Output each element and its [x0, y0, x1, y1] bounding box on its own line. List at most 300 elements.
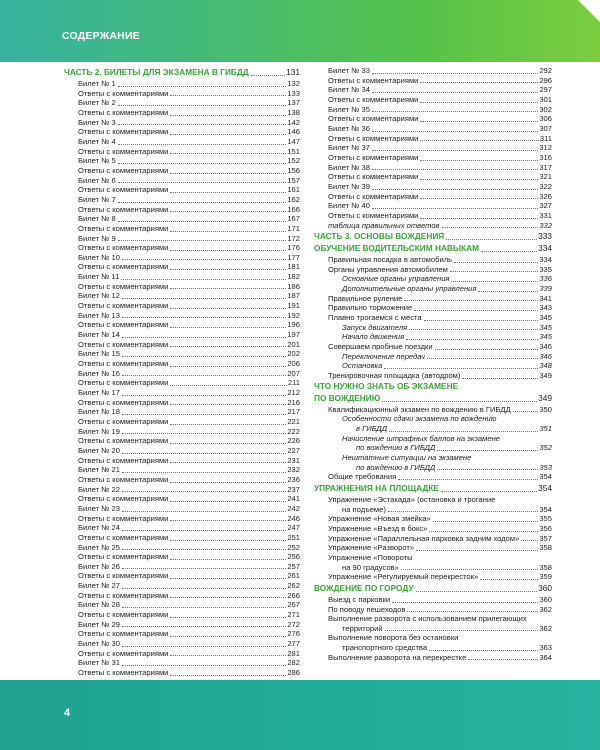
toc-entry-text: Билет № 22 [78, 484, 120, 494]
dot-leader [122, 646, 286, 647]
toc-entry[interactable] [314, 255, 552, 265]
toc-entry-text-continued: на 90 градусов» [342, 562, 399, 572]
dot-leader [170, 211, 286, 212]
toc-entry[interactable] [314, 505, 552, 515]
toc-page-number: 197 [287, 330, 300, 340]
toc-entry-text: Ответы с комментариями [78, 416, 169, 426]
dot-leader [406, 339, 538, 340]
toc-page-number: 292 [539, 66, 552, 75]
dot-leader [433, 521, 539, 522]
toc-page-number: 272 [287, 619, 300, 629]
toc-entry[interactable] [314, 265, 552, 275]
toc-page-number: 247 [287, 523, 300, 533]
toc-entry[interactable] [314, 294, 552, 304]
toc-entry[interactable] [314, 424, 552, 434]
dot-leader [170, 231, 286, 232]
toc-entry[interactable] [64, 543, 300, 553]
toc-page-number: 282 [287, 658, 300, 668]
toc-page-number: 261 [287, 571, 300, 581]
toc-entry-text: Ответы с комментариями [78, 107, 169, 117]
dot-leader [122, 317, 286, 318]
toc-entry-text: Ответы с комментариями [78, 455, 169, 465]
toc-entry[interactable] [64, 214, 300, 224]
toc-entry[interactable] [64, 436, 300, 446]
toc-entry[interactable] [314, 163, 552, 173]
dot-leader [170, 443, 286, 444]
toc-entry-text: Выезд с парковки [328, 594, 391, 604]
toc-entry[interactable] [64, 272, 300, 282]
toc-page-number: 162 [287, 194, 300, 204]
dot-leader [420, 121, 538, 122]
toc-entry-text: Упражнение «Эстакада» (остановка и трогание [328, 494, 496, 504]
toc-entry[interactable] [314, 472, 552, 482]
toc-entry[interactable] [314, 221, 552, 231]
toc-entry[interactable] [64, 127, 300, 137]
toc-entry-text: Ответы с комментариями [78, 668, 169, 678]
toc-entry[interactable] [314, 443, 552, 453]
toc-entry-text: Билет № 35 [328, 104, 370, 114]
toc-page-number: 360 [539, 594, 552, 604]
toc-entry[interactable] [64, 291, 300, 301]
toc-entry-text: Билет № 28 [78, 600, 120, 610]
toc-entry[interactable] [64, 610, 300, 620]
toc-entry[interactable] [314, 514, 552, 524]
toc-entry[interactable] [64, 185, 300, 195]
toc-entry[interactable] [314, 153, 552, 163]
toc-entry[interactable] [64, 282, 300, 292]
toc-entry[interactable] [64, 485, 300, 495]
toc-entry[interactable] [64, 108, 300, 118]
toc-page-number: 354 [539, 504, 552, 514]
dot-leader [170, 655, 286, 656]
dot-leader [118, 221, 287, 222]
dot-leader [170, 192, 286, 193]
toc-entry[interactable] [64, 243, 300, 253]
toc-entry[interactable] [314, 643, 552, 653]
toc-entry[interactable] [64, 147, 300, 157]
toc-page-number: 334 [539, 255, 552, 265]
dot-leader [420, 198, 538, 199]
dot-leader [372, 111, 538, 112]
dot-leader [170, 675, 286, 676]
toc-entry[interactable] [314, 76, 552, 86]
toc-entry-text: таблица правильных ответов [328, 220, 440, 230]
toc-entry-text: Упражнение «Регулируемый перекресток» [328, 572, 479, 582]
toc-entry-text: Ответы с комментариями [78, 243, 169, 253]
toc-entry[interactable] [64, 571, 300, 581]
toc-entry-text: Билет № 39 [328, 181, 370, 191]
toc-entry[interactable] [314, 114, 552, 124]
toc-entry[interactable] [64, 137, 300, 147]
toc-entry[interactable] [64, 98, 300, 108]
toc-page-number: 147 [287, 136, 300, 146]
toc-entry[interactable] [314, 653, 552, 663]
toc-entry-text: Ответы с комментариями [328, 75, 419, 85]
dot-leader [122, 337, 286, 338]
toc-page-number: 166 [287, 204, 300, 214]
toc-entry[interactable] [64, 600, 300, 610]
dot-leader [122, 375, 286, 376]
toc-entry[interactable] [64, 668, 300, 678]
dot-leader [429, 650, 538, 651]
dot-leader [170, 501, 286, 502]
dot-leader [398, 479, 538, 480]
toc-page-number: 358 [539, 543, 552, 553]
toc-page-number: 322 [539, 181, 552, 191]
toc-entry[interactable] [314, 543, 552, 553]
toc-entry[interactable] [64, 340, 300, 350]
toc-entry-text: Переключение передач [342, 351, 425, 361]
toc-page-number: 353 [539, 462, 552, 472]
toc-entry[interactable] [64, 639, 300, 649]
toc-entry[interactable] [314, 274, 552, 284]
toc-entry[interactable] [314, 572, 552, 582]
dot-leader [462, 378, 538, 379]
dot-leader [420, 179, 538, 180]
dot-leader [122, 298, 286, 299]
page-number: 4 [64, 707, 71, 719]
dot-leader [170, 288, 286, 289]
toc-entry-text-continued: транспортного средства [342, 643, 428, 653]
toc-entry[interactable] [64, 378, 300, 388]
toc-entry[interactable] [314, 361, 552, 371]
toc-entry[interactable] [314, 211, 552, 221]
dot-leader [427, 358, 538, 359]
toc-entry-text: Билет № 17 [78, 388, 120, 397]
dot-leader [122, 607, 286, 608]
dot-leader [407, 611, 538, 612]
toc-page-number: 191 [287, 301, 300, 311]
toc-entry-text: Билет № 25 [78, 542, 120, 552]
dot-leader [429, 531, 538, 532]
toc-entry-text: Ответы с комментариями [78, 513, 169, 523]
toc-entry-text: Билет № 10 [78, 252, 120, 262]
toc-entry-text: Билет № 24 [78, 523, 120, 533]
toc-page-number: 316 [539, 152, 552, 162]
toc-entry-text: Ответы с комментариями [78, 127, 169, 137]
toc-entry[interactable] [64, 234, 300, 244]
toc-entry-text: Билет № 15 [78, 349, 120, 359]
toc-entry-text: Ответы с комментариями [78, 223, 169, 233]
toc-entry[interactable] [314, 95, 552, 105]
dot-leader [170, 95, 286, 96]
toc-entry[interactable] [314, 563, 552, 573]
toc-page-number: 192 [287, 310, 300, 320]
toc-entry-text: Запуск двигателя [342, 322, 408, 332]
toc-page-number: 341 [539, 293, 552, 303]
dot-leader [424, 320, 539, 321]
dot-leader [420, 140, 538, 141]
toc-entry[interactable] [64, 417, 300, 427]
dot-leader [372, 150, 538, 151]
dot-leader [372, 92, 538, 93]
toc-entry-text: Тренировочная площадка (автодром) [328, 371, 461, 381]
dot-leader [170, 153, 286, 154]
toc-page-number: 206 [287, 359, 300, 369]
dot-leader [118, 163, 287, 164]
toc-page-number: 331 [539, 210, 552, 220]
toc-entry-text-continued: в ГИБДД [356, 424, 388, 433]
toc-section-entry[interactable] [64, 67, 300, 78]
toc-entry[interactable] [64, 205, 300, 215]
dot-leader [122, 395, 286, 396]
toc-entry[interactable] [64, 581, 300, 591]
dot-leader [251, 75, 285, 76]
toc-entry[interactable] [314, 605, 552, 615]
toc-section-entry[interactable] [314, 243, 552, 254]
toc-entry[interactable] [314, 192, 552, 202]
dot-leader [170, 636, 286, 637]
dot-leader [122, 530, 286, 531]
toc-entry[interactable] [64, 620, 300, 630]
toc-page-number: 231 [287, 455, 300, 465]
toc-section-entry[interactable] [314, 231, 552, 242]
dot-leader [170, 134, 286, 135]
toc-entry[interactable] [64, 658, 300, 668]
dot-leader [513, 411, 539, 412]
dot-leader [435, 349, 539, 350]
dot-leader [416, 550, 538, 551]
toc-page-number: 297 [539, 85, 552, 95]
toc-section-entry[interactable] [314, 583, 552, 594]
toc-entry-text: Совершаем пробные поездки [328, 342, 433, 352]
dot-leader [384, 368, 538, 369]
toc-entry[interactable] [64, 349, 300, 359]
toc-entry-text: Билет № 7 [78, 194, 116, 204]
dot-leader [118, 86, 287, 87]
toc-entry[interactable] [64, 523, 300, 533]
toc-entry[interactable] [314, 284, 552, 294]
dot-leader [170, 308, 286, 309]
toc-entry-text: Ответы с комментариями [78, 532, 169, 542]
toc-entry[interactable] [64, 427, 300, 437]
toc-entry-text: Упражнение «Въезд в бокс» [328, 523, 428, 533]
toc-entry[interactable] [64, 591, 300, 601]
toc-entry-text: Билет № 21 [78, 465, 120, 475]
toc-page-number: 312 [539, 143, 552, 153]
dot-leader [122, 626, 286, 627]
toc-entry[interactable] [64, 359, 300, 369]
dot-leader [118, 182, 287, 183]
toc-entry[interactable] [314, 172, 552, 182]
toc-page-number: 232 [287, 465, 300, 475]
toc-page-number: 182 [287, 272, 300, 282]
dot-leader [372, 169, 538, 170]
toc-entry[interactable] [64, 156, 300, 166]
toc-entry-text-continued: ПО ВОЖДЕНИЮ [314, 392, 381, 403]
toc-page-number: 267 [287, 600, 300, 610]
toc-page-number: 216 [287, 397, 300, 407]
dot-leader [441, 491, 537, 492]
toc-entry[interactable] [314, 342, 552, 352]
toc-entry-text: Билет № 3 [78, 117, 116, 127]
toc-entry-text: Правильная посадка в автомобиль [328, 255, 453, 265]
toc-entry[interactable] [64, 649, 300, 659]
toc-entry[interactable] [64, 118, 300, 128]
toc-entry[interactable] [64, 494, 300, 504]
toc-entry-text: Общие требования [328, 472, 397, 482]
toc-entry[interactable] [314, 595, 552, 605]
toc-entry[interactable] [64, 552, 300, 562]
toc-entry-text: Ответы с комментариями [78, 474, 169, 484]
toc-entry-text: Ответы с комментариями [78, 378, 169, 388]
toc-entry[interactable] [314, 182, 552, 192]
dot-leader [170, 424, 286, 425]
toc-entry[interactable] [314, 303, 552, 313]
toc-page-number: 241 [287, 494, 300, 504]
toc-entry[interactable] [64, 562, 300, 572]
toc-page-number: 276 [287, 629, 300, 639]
dot-leader [401, 569, 539, 570]
toc-entry[interactable] [314, 463, 552, 473]
toc-entry[interactable] [64, 514, 300, 524]
toc-entry[interactable] [314, 66, 552, 76]
dot-leader [416, 591, 538, 592]
toc-page-number: 221 [287, 416, 300, 426]
toc-page-number: 301 [539, 94, 552, 104]
toc-entry-text: Ответы с комментариями [78, 262, 169, 272]
toc-entry[interactable] [314, 201, 552, 211]
toc-page-number: 252 [287, 542, 300, 552]
toc-entry[interactable] [64, 533, 300, 543]
dot-leader [442, 227, 539, 228]
toc-entry[interactable] [64, 407, 300, 417]
toc-section-entry[interactable] [314, 483, 552, 494]
toc-entry[interactable] [64, 398, 300, 408]
toc-page-number: 187 [287, 291, 300, 301]
toc-entry[interactable] [314, 332, 552, 342]
toc-entry[interactable] [64, 301, 300, 311]
toc-page-number: 181 [287, 262, 300, 272]
toc-page-number: 339 [539, 284, 552, 294]
dot-leader [420, 82, 538, 83]
toc-entry[interactable] [314, 105, 552, 115]
toc-entry[interactable] [64, 166, 300, 176]
toc-page-number: 346 [539, 342, 552, 352]
toc-entry[interactable] [314, 524, 552, 534]
toc-entry-text: Упражнение «Повороты [328, 552, 413, 562]
toc-entry[interactable] [314, 534, 552, 544]
toc-entry-text: Билет № 13 [78, 310, 120, 320]
toc-entry-text-continued: по вождению в ГИБДД [356, 462, 436, 472]
toc-entry[interactable] [64, 629, 300, 639]
toc-entry-text: Нештатные ситуации на экзамене [342, 452, 472, 462]
dot-leader [420, 102, 538, 103]
toc-page-number: 132 [287, 79, 300, 88]
toc-entry[interactable] [64, 504, 300, 514]
toc-entry-text-continued: на подъеме) [342, 504, 386, 514]
toc-entry-text: Начало движения [342, 332, 405, 342]
toc-page-number: 363 [539, 643, 552, 653]
toc-entry[interactable] [64, 330, 300, 340]
toc-entry[interactable] [314, 624, 552, 634]
toc-entry[interactable] [64, 369, 300, 379]
toc-entry[interactable] [314, 352, 552, 362]
toc-page-number: 302 [539, 104, 552, 114]
dot-leader [170, 597, 286, 598]
dot-leader [392, 602, 538, 603]
toc-page-number: 358 [539, 562, 552, 572]
toc-entry[interactable] [314, 371, 552, 381]
toc-page-number: 201 [287, 339, 300, 349]
toc-entry[interactable] [64, 311, 300, 321]
toc-entry[interactable] [314, 134, 552, 144]
toc-entry-text: Особенности сдачи экзамена по вождению [342, 414, 497, 424]
toc-entry[interactable] [64, 89, 300, 99]
toc-entry[interactable] [64, 320, 300, 330]
toc-entry-text: Билет № 4 [78, 136, 116, 146]
toc-entry-text-continued: по вождению в ГИБДД [356, 443, 436, 453]
dot-leader [170, 366, 286, 367]
toc-page-number: 354 [538, 482, 552, 493]
dot-leader [409, 329, 538, 330]
toc-page-number: 359 [539, 572, 552, 582]
dot-leader [170, 385, 286, 386]
toc-entry[interactable] [64, 253, 300, 263]
toc-page-number: 176 [287, 243, 300, 253]
toc-page-number: 131 [286, 67, 300, 77]
toc-entry[interactable] [64, 465, 300, 475]
toc-entry-text: Билет № 5 [78, 156, 116, 166]
dot-leader [170, 269, 286, 270]
toc-page-number: 362 [539, 604, 552, 614]
dot-leader [478, 291, 538, 292]
toc-entry[interactable] [314, 143, 552, 153]
toc-entry[interactable] [64, 176, 300, 186]
toc-entry-text: Ответы с комментариями [328, 210, 419, 220]
toc-entry[interactable] [314, 323, 552, 333]
toc-page-number: 345 [539, 332, 552, 342]
toc-entry-text: Билет № 31 [78, 658, 120, 668]
toc-page-number: 211 [287, 378, 300, 388]
toc-entry-text: ОБУЧЕНИЕ ВОДИТЕЛЬСКИМ НАВЫКАМ [314, 243, 480, 254]
toc-entry[interactable] [64, 195, 300, 205]
toc-entry-text: Билет № 18 [78, 407, 120, 417]
toc-entry-text: Билет № 8 [78, 214, 116, 224]
toc-entry[interactable] [64, 388, 300, 398]
toc-entry-text: Ответы с комментариями [78, 88, 169, 98]
toc-entry[interactable] [64, 456, 300, 466]
toc-page-number: 317 [539, 162, 552, 172]
toc-entry-text: Ответы с комментариями [78, 301, 169, 311]
toc-entry[interactable] [314, 124, 552, 134]
toc-page-number: 242 [287, 503, 300, 513]
toc-entry[interactable] [314, 313, 552, 323]
toc-section-entry[interactable] [314, 393, 552, 404]
dot-leader [468, 659, 538, 660]
toc-page-number: 226 [287, 436, 300, 446]
toc-entry-text: Ответы с комментариями [328, 191, 419, 201]
toc-entry[interactable] [64, 224, 300, 234]
toc-entry[interactable] [64, 262, 300, 272]
toc-entry[interactable] [64, 446, 300, 456]
dot-leader [446, 239, 537, 240]
toc-entry[interactable] [314, 85, 552, 95]
dot-leader [118, 105, 287, 106]
toc-entry[interactable] [64, 79, 300, 89]
toc-entry-text: Билет № 16 [78, 368, 120, 378]
dot-leader [414, 310, 538, 311]
toc-entry-text: Билет № 30 [78, 639, 120, 649]
toc-entry[interactable] [64, 475, 300, 485]
toc-entry-text: Билет № 14 [78, 330, 120, 340]
toc-entry-text: Ответы с комментариями [328, 133, 419, 143]
toc-page-number: 360 [538, 582, 552, 593]
toc-entry-text: Ответы с комментариями [78, 204, 169, 214]
toc-entry-text: Ответы с комментариями [78, 339, 169, 349]
toc-entry[interactable] [314, 405, 552, 415]
toc-entry-text: Билет № 23 [78, 503, 120, 513]
